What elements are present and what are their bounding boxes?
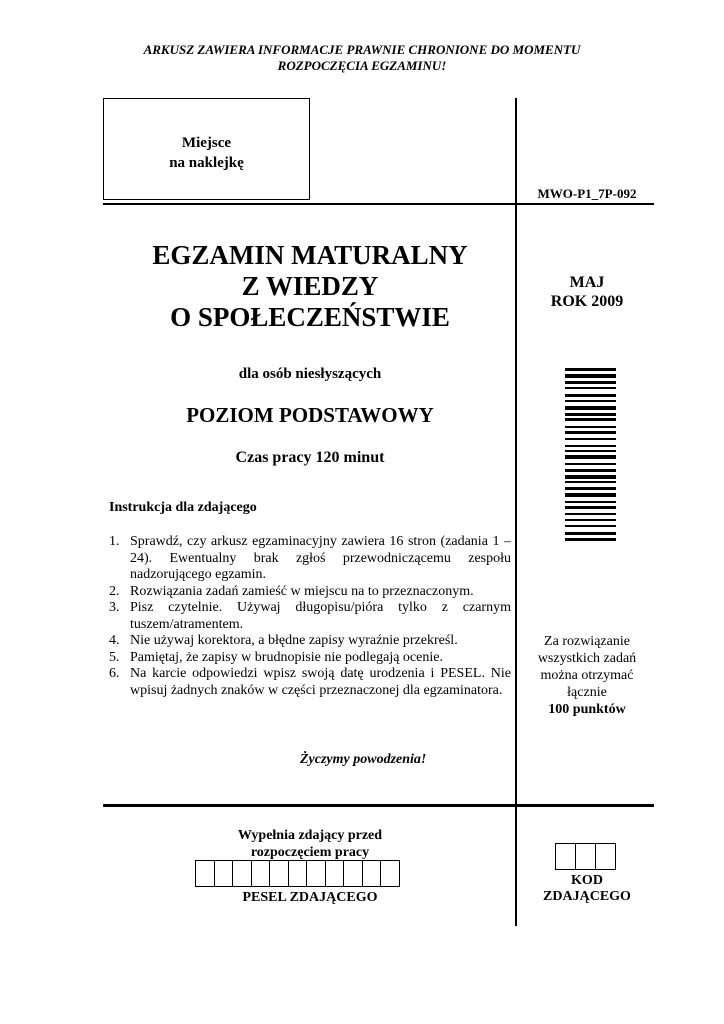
- instructions-list: [109, 534, 511, 699]
- sticker-line2: na naklejkę: [169, 155, 244, 171]
- instruction-item: [109, 633, 511, 650]
- barcode-bar: [565, 481, 616, 483]
- points-line5: 100 punktów: [548, 702, 626, 717]
- barcode-bar: [565, 463, 616, 465]
- pesel-label: PESEL ZDAJĄCEGO: [242, 890, 378, 905]
- barcode-bar: [565, 387, 616, 389]
- exam-date: [520, 273, 654, 311]
- instruction-number: 5.: [109, 649, 120, 665]
- instruction-text: Na karcie odpowiedzi wpisz swoją datę urodzenia i PESEL. Nie wpisuj żadnych znaków w części przeznaczonej dla egzaminatora.: [130, 666, 511, 698]
- instruction-text: Rozwiązania zadań zamieść w miejscu na to przeznaczonym.: [130, 583, 474, 599]
- barcode-bar: [565, 513, 616, 515]
- pesel-digit-box[interactable]: [306, 860, 326, 887]
- pesel-field[interactable]: [195, 860, 400, 887]
- legal-notice: [60, 42, 664, 74]
- barcode-bar: [565, 418, 616, 421]
- barcode-bar: [565, 400, 616, 402]
- instruction-text: Pamiętaj, że zapisy w brudnopisie nie podlegają ocenie.: [130, 649, 443, 665]
- fill-instruction: [195, 827, 425, 861]
- kod-digit-box[interactable]: [575, 843, 596, 870]
- points-line4: łącznie: [567, 685, 607, 700]
- barcode-bar: [565, 406, 616, 410]
- barcode-bar: [565, 493, 616, 497]
- instruction-number: 3.: [109, 600, 120, 615]
- fill-line1: Wypełnia zdający przed: [237, 828, 383, 843]
- legal-notice-line2: ROZPOCZĘCIA EGZAMINU!: [277, 58, 447, 73]
- barcode-bar: [565, 455, 616, 459]
- pesel-digit-box[interactable]: [269, 860, 289, 887]
- barcode-bar: [565, 501, 616, 503]
- pesel-digit-box[interactable]: [251, 860, 271, 887]
- barcode: [565, 368, 616, 588]
- kod-digit-box[interactable]: [595, 843, 616, 870]
- exam-time: Czas pracy 120 minut: [235, 449, 385, 466]
- instruction-number: 4.: [109, 633, 120, 648]
- instruction-number: 1.: [109, 534, 120, 549]
- pesel-digit-box[interactable]: [325, 860, 345, 887]
- sticker-box: [103, 98, 310, 200]
- instruction-item: [109, 584, 511, 601]
- fill-line2: rozpoczęciem pracy: [250, 845, 370, 860]
- exam-subtitle: dla osób niesłyszących: [238, 366, 382, 382]
- instruction-text: Nie używaj korektora, a błędne zapisy wyraźnie przekreśl.: [130, 633, 458, 648]
- barcode-bar: [565, 506, 616, 509]
- pesel-digit-box[interactable]: [343, 860, 363, 887]
- instruction-item: [109, 666, 511, 699]
- exam-month: MAJ: [569, 274, 605, 291]
- instruction-number: 2.: [109, 583, 120, 599]
- pesel-digit-box[interactable]: [232, 860, 252, 887]
- kod-label-line2: ZDAJĄCEGO: [543, 889, 631, 904]
- pesel-digit-box[interactable]: [288, 860, 308, 887]
- barcode-bar: [565, 538, 616, 541]
- legal-notice-line1: ARKUSZ ZAWIERA INFORMACJE PRAWNIE CHRONIONE DO MOMENTU: [143, 42, 581, 57]
- instructions-heading: Instrukcja dla zdającego: [109, 500, 257, 515]
- points-info: [520, 633, 654, 718]
- barcode-bar: [565, 475, 616, 479]
- pesel-digit-box[interactable]: [362, 860, 382, 887]
- pesel-digit-box[interactable]: [195, 860, 215, 887]
- pesel-digit-box[interactable]: [380, 860, 400, 887]
- barcode-bar: [565, 519, 616, 521]
- title-line3: O SPOŁECZEŃSTWIE: [170, 302, 450, 332]
- sticker-line1: Miejsce: [181, 135, 232, 151]
- kod-label: [520, 873, 654, 905]
- bottom-divider: [103, 804, 654, 807]
- barcode-bar: [565, 431, 616, 434]
- exam-year: ROK 2009: [550, 293, 624, 310]
- barcode-bar: [565, 532, 616, 535]
- instruction-number: 6.: [109, 666, 120, 681]
- barcode-bar: [565, 368, 616, 371]
- instruction-text: Pisz czytelnie. Używaj długopisu/pióra tylko z czarnym tuszem/atramentem.: [130, 600, 511, 632]
- barcode-bar: [565, 445, 616, 447]
- kod-digit-box[interactable]: [555, 843, 576, 870]
- barcode-bar: [565, 438, 616, 440]
- kod-label-line1: KOD: [571, 873, 603, 888]
- barcode-bar: [565, 487, 616, 490]
- barcode-bar: [565, 525, 616, 527]
- kod-field[interactable]: [555, 843, 616, 870]
- points-line3: można otrzymać: [540, 668, 634, 683]
- exam-title: [105, 240, 515, 333]
- top-divider: [103, 203, 654, 205]
- pesel-digit-box[interactable]: [214, 860, 234, 887]
- vertical-divider: [515, 98, 517, 926]
- exam-level: POZIOM PODSTAWOWY: [186, 403, 434, 427]
- points-line1: Za rozwiązanie: [544, 634, 630, 649]
- instruction-item: [109, 534, 511, 584]
- barcode-bar: [565, 426, 616, 428]
- barcode-bar: [565, 381, 616, 384]
- instruction-item: [109, 600, 511, 633]
- title-line2: Z WIEDZY: [241, 271, 379, 301]
- barcode-bar: [565, 450, 616, 452]
- instruction-item: [109, 650, 511, 667]
- points-line2: wszystkich zadań: [537, 651, 637, 666]
- instruction-text: Sprawdź, czy arkusz egzaminacyjny zawiera 16 stron (zadania 1 – 24). Ewentualny brak zgłoś przewodniczącemu zespołu nadzorującego egzamin.: [130, 534, 511, 582]
- barcode-bar: [565, 394, 616, 397]
- barcode-bar: [565, 469, 616, 472]
- exam-code: MWO-P1_7P-092: [537, 186, 637, 201]
- barcode-bar: [565, 413, 616, 416]
- barcode-bar: [565, 374, 616, 378]
- good-luck-text: Życzymy powodzenia!: [300, 752, 427, 767]
- title-line1: EGZAMIN MATURALNY: [152, 240, 468, 270]
